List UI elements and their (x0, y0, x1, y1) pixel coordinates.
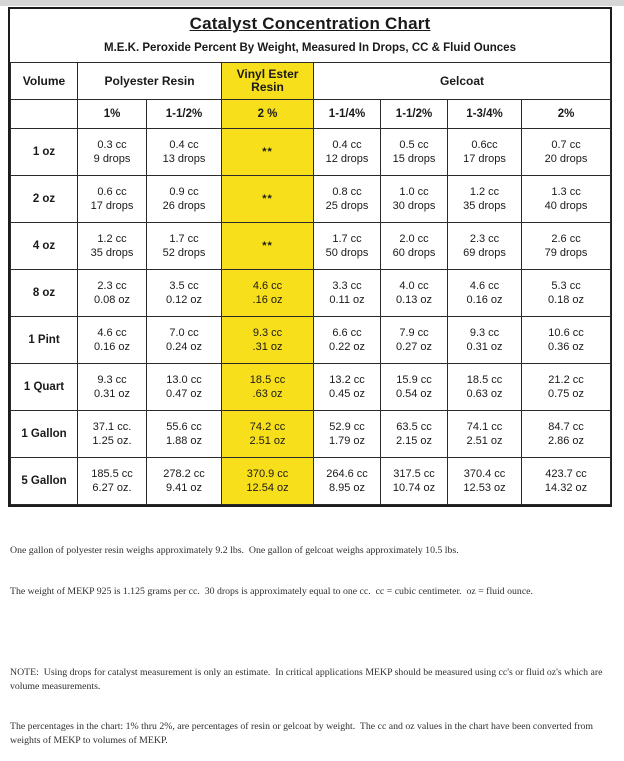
vinyl-ester-resin-header: Vinyl Ester Resin (222, 63, 314, 100)
value-cell (314, 317, 381, 364)
value-cell (448, 270, 522, 317)
cell-line: 0.47 oz (165, 388, 203, 400)
cell-line: 4.6 cc (469, 279, 500, 292)
cell-line: 63.5 cc (396, 420, 432, 433)
table-row (11, 176, 611, 223)
cell-line: 3.3 cc (332, 279, 362, 292)
cell-line: .31 oz (252, 341, 283, 353)
cell-line: 15.9 cc (396, 373, 432, 386)
cell-line: 1.7 cc (332, 232, 362, 245)
value-cell (147, 270, 222, 317)
footnote-weights-line: One gallon of polyester resin weighs approximately 9.2 lbs. One gallon of gelcoat weighs approximately 10.5 lbs. (10, 545, 459, 556)
cell-line: 12.54 oz (246, 482, 289, 494)
cell-line: 4.6 cc (97, 326, 127, 339)
value-cell (147, 223, 222, 270)
table-row (11, 317, 611, 364)
vinyl-ester-value-cell (222, 129, 314, 176)
cell-line: 0.16 oz (466, 294, 503, 306)
cell-line: 0.27 oz (395, 341, 433, 353)
cell-line: 0.18 oz (547, 294, 585, 306)
cell-line: 0.3 cc (97, 138, 127, 151)
cell-line: 9.3 cc (469, 326, 500, 339)
cell-line: 55.6 cc (166, 420, 202, 433)
cell-line: 18.5 cc (249, 373, 286, 386)
value-cell (78, 364, 147, 411)
cell-line: 0.11 oz (329, 294, 365, 306)
table-row (11, 270, 611, 317)
volume-label: 1 Gallon (11, 411, 78, 458)
cell-line: 10.6 cc (548, 326, 584, 339)
cell-line: 1.3 cc (551, 185, 581, 198)
value-cell (78, 270, 147, 317)
vinyl-ester-value-cell (222, 317, 314, 364)
polyester-resin-header: Polyester Resin (78, 63, 222, 100)
group-header-row (11, 63, 611, 100)
cell-line: 12 drops (325, 153, 369, 165)
cell-line: 17 drops (90, 200, 134, 212)
cell-line: 60 drops (392, 247, 436, 259)
value-cell (448, 317, 522, 364)
cell-line: 0.63 oz (466, 388, 503, 400)
cell-line: ** (262, 192, 273, 205)
cell-line: 17 drops (463, 153, 506, 165)
cell-line: 6.6 cc (332, 326, 362, 339)
cell-line: 74.1 cc (466, 420, 503, 433)
value-cell (381, 458, 448, 505)
cell-line: 0.31 oz (466, 341, 503, 353)
value-cell (522, 411, 611, 458)
value-cell (381, 317, 448, 364)
value-cell (314, 129, 381, 176)
cell-line: 69 drops (463, 247, 506, 259)
cell-line: 8.95 oz (328, 482, 366, 494)
value-cell (522, 317, 611, 364)
cell-line: 37.1 cc. (92, 420, 132, 433)
value-cell (78, 411, 147, 458)
cell-line: 2.6 cc (551, 232, 581, 245)
percent-header-gelcoat-1-1-4: 1-1/4% (314, 100, 381, 129)
cell-line: 18.5 cc (466, 373, 503, 386)
cell-line: 0.4 cc (169, 138, 199, 151)
value-cell (314, 270, 381, 317)
table-row (11, 223, 611, 270)
vinyl-ester-value-cell (222, 364, 314, 411)
cell-line: .63 oz (252, 388, 283, 400)
page-title (10, 9, 610, 35)
value-cell (147, 411, 222, 458)
cell-line: 0.22 oz (328, 341, 366, 353)
cell-line: 0.08 oz (93, 294, 131, 306)
footnote-mekp-line: The weight of MEKP 925 is 1.125 grams per cc. 30 drops is approximately equal to one cc. cc = cubic centimeter. oz = fluid ounce. (10, 585, 533, 597)
footnote-percentages-line: The percentages in the chart: 1% thru 2%, are percentages of resin or gelcoat by weight. The cc and oz values in the chart have been converted from weights of MEKP to volumes of MEKP. (10, 721, 596, 746)
percent-header-vinyl-2: 2 % (222, 100, 314, 129)
cell-line: 0.31 oz (93, 388, 131, 400)
table-row (11, 364, 611, 411)
cell-line: 4.0 cc (399, 279, 429, 292)
value-cell (381, 129, 448, 176)
volume-label: 1 Pint (11, 317, 78, 364)
value-cell (78, 129, 147, 176)
value-cell (314, 176, 381, 223)
cell-line: 26 drops (162, 200, 206, 212)
volume-label: 1 oz (11, 129, 78, 176)
cell-line: 370.9 cc (246, 467, 289, 480)
cell-line: 0.6 cc (97, 185, 127, 198)
value-cell (147, 176, 222, 223)
cell-line: 79 drops (544, 247, 588, 259)
value-cell (147, 364, 222, 411)
cell-line: 0.45 oz (328, 388, 366, 400)
concentration-table (10, 62, 611, 505)
cell-line: 15 drops (392, 153, 436, 165)
percent-header-blank (11, 100, 78, 129)
value-cell (381, 270, 448, 317)
cell-line: 21.2 cc (548, 373, 584, 386)
cell-line: 30 drops (392, 200, 436, 212)
cell-line: 13 drops (162, 153, 206, 165)
cell-line: 1.7 cc (169, 232, 199, 245)
cell-line: 4.6 cc (252, 279, 283, 292)
subtitle: M.E.K. Peroxide Percent By Weight, Measured In Drops, CC & Fluid Ounces (104, 42, 516, 54)
table-body (11, 129, 611, 505)
cell-line: 2.51 oz (466, 435, 503, 447)
volume-label: 5 Gallon (11, 458, 78, 505)
cell-line: 52 drops (162, 247, 206, 259)
cell-line: 0.54 oz (395, 388, 433, 400)
table-row (11, 411, 611, 458)
cell-line: 1.88 oz (165, 435, 203, 447)
cell-line: 1.79 oz (328, 435, 366, 447)
table-row (11, 129, 611, 176)
value-cell (314, 223, 381, 270)
volume-label: 4 oz (11, 223, 78, 270)
cell-line: 2.3 cc (469, 232, 500, 245)
cell-line: 1.2 cc (469, 185, 500, 198)
cell-line: 13.0 cc (166, 373, 202, 386)
value-cell (147, 129, 222, 176)
cell-line: 2.86 oz (547, 435, 585, 447)
value-cell (522, 270, 611, 317)
value-cell (448, 176, 522, 223)
value-cell (381, 176, 448, 223)
cell-line: 5.3 cc (551, 279, 581, 292)
cell-line: 0.5 cc (399, 138, 429, 151)
value-cell (448, 458, 522, 505)
cell-line: 7.0 cc (169, 326, 199, 339)
cell-line: 1.2 cc (97, 232, 127, 245)
volume-label: 2 oz (11, 176, 78, 223)
gelcoat-header: Gelcoat (314, 63, 611, 100)
volume-column-header: Volume (11, 63, 78, 100)
cell-line: 0.12 oz (165, 294, 203, 306)
cell-line: 0.8 cc (332, 185, 362, 198)
cell-line: 0.7 cc (551, 138, 581, 151)
vinyl-ester-value-cell (222, 176, 314, 223)
cell-line: 50 drops (325, 247, 369, 259)
value-cell (381, 411, 448, 458)
value-cell (78, 223, 147, 270)
scan-edge-strip (0, 0, 624, 6)
cell-line: 0.24 oz (165, 341, 203, 353)
cell-line: 52.9 cc (329, 420, 365, 433)
value-cell (448, 364, 522, 411)
value-cell (78, 176, 147, 223)
cell-line: 0.9 cc (169, 185, 199, 198)
cell-line: 2.51 oz (249, 435, 286, 447)
value-cell (522, 223, 611, 270)
page-title-text: Catalyst Concentration Chart (189, 14, 431, 33)
percent-header-gelcoat-1-1-2: 1-1/2% (381, 100, 448, 129)
cell-line: 3.5 cc (169, 279, 199, 292)
vinyl-ester-value-cell (222, 223, 314, 270)
value-cell (314, 411, 381, 458)
cell-line: 0.13 oz (395, 294, 433, 306)
percent-header-gelcoat-1-3-4: 1-3/4% (448, 100, 522, 129)
value-cell (314, 458, 381, 505)
catalyst-chart-box (8, 7, 612, 507)
cell-line: 0.75 oz (547, 388, 585, 400)
value-cell (448, 411, 522, 458)
value-cell (78, 317, 147, 364)
percent-header-polyester-1-1-2: 1-1/2% (147, 100, 222, 129)
cell-line: 40 drops (544, 200, 588, 212)
cell-line: 10.74 oz (392, 482, 436, 494)
cell-line: 7.9 cc (399, 326, 429, 339)
value-cell (522, 458, 611, 505)
cell-line: 1.0 cc (399, 185, 429, 198)
cell-line: 9.41 oz (165, 482, 203, 494)
cell-line: 0.16 oz (93, 341, 131, 353)
cell-line: 185.5 cc (91, 467, 133, 480)
vinyl-ester-value-cell (222, 458, 314, 505)
cell-line: 370.4 cc (463, 467, 506, 480)
value-cell (522, 364, 611, 411)
cell-line: .16 oz (252, 294, 283, 306)
cell-line: 423.7 cc (545, 467, 587, 480)
cell-line: 14.32 oz (544, 482, 588, 494)
cell-line: 84.7 cc (548, 420, 584, 433)
cell-line: 6.27 oz. (92, 482, 132, 494)
cell-line: 0.4 cc (332, 138, 362, 151)
cell-line: 2.15 oz (395, 435, 433, 447)
cell-line: 9.3 cc (252, 326, 283, 339)
volume-label: 1 Quart (11, 364, 78, 411)
value-cell (381, 223, 448, 270)
cell-line: 2.0 cc (399, 232, 429, 245)
vinyl-ester-value-cell (222, 270, 314, 317)
value-cell (522, 176, 611, 223)
value-cell (78, 458, 147, 505)
volume-label: 8 oz (11, 270, 78, 317)
cell-line: ** (262, 145, 273, 158)
cell-line: 9 drops (93, 153, 131, 165)
cell-line: 0.6cc (471, 138, 498, 151)
cell-line: 264.6 cc (326, 467, 368, 480)
value-cell (147, 317, 222, 364)
value-cell (381, 364, 448, 411)
value-cell (147, 458, 222, 505)
value-cell (314, 364, 381, 411)
cell-line: 13.2 cc (329, 373, 365, 386)
cell-line: 2.3 cc (97, 279, 127, 292)
cell-line: 35 drops (463, 200, 506, 212)
footnote-note-line: NOTE: Using drops for catalyst measurement is only an estimate. In critical applications MEKP should be measured using cc's or fluid oz's which are volume measurements. (10, 667, 605, 692)
cell-line: ** (262, 239, 273, 252)
cell-line: 0.36 oz (547, 341, 585, 353)
percent-header-gelcoat-2: 2% (522, 100, 611, 129)
cell-line: 9.3 cc (97, 373, 127, 386)
value-cell (448, 223, 522, 270)
footnote-gap (10, 625, 608, 639)
vinyl-ester-value-cell (222, 411, 314, 458)
cell-line: 1.25 oz. (92, 435, 132, 447)
cell-line: 35 drops (90, 247, 134, 259)
cell-line: 20 drops (544, 153, 588, 165)
footnotes (10, 517, 608, 761)
cell-line: 317.5 cc (393, 467, 435, 480)
cell-line: 74.2 cc (249, 420, 286, 433)
percent-header-row (11, 100, 611, 129)
cell-line: 25 drops (325, 200, 369, 212)
percent-header-polyester-1: 1% (78, 100, 147, 129)
value-cell (448, 129, 522, 176)
cell-line: 278.2 cc (163, 467, 205, 480)
cell-line: 12.53 oz (463, 482, 506, 494)
table-row (11, 458, 611, 505)
value-cell (522, 129, 611, 176)
